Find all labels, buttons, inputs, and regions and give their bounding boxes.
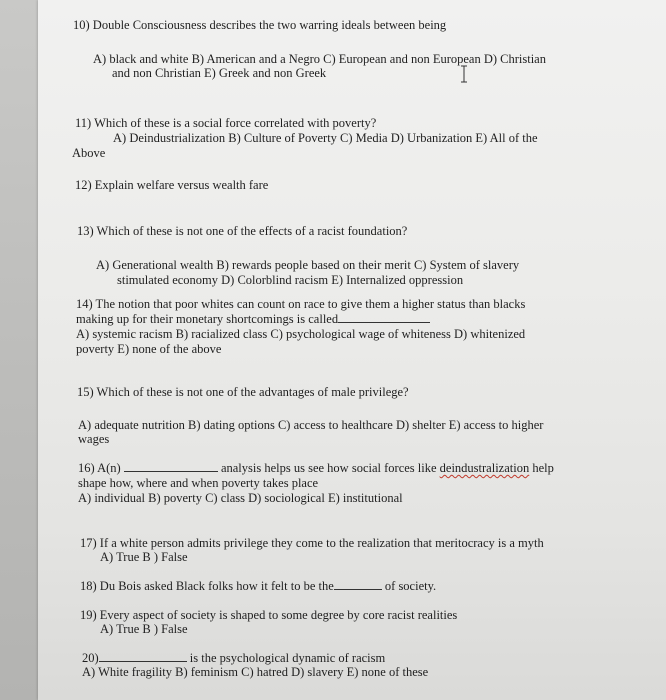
q20-line1 — [82, 651, 385, 666]
q10-options-line2: and non Christian E) Greek and non Greek — [112, 66, 327, 80]
q10-stem: 10) Double Consciousness describes the two warring ideals between being — [73, 18, 447, 32]
q16-spellcheck-word: deindustralization — [439, 461, 530, 475]
q14-line4: poverty E) none of the above — [76, 342, 222, 356]
q17-stem: 17) If a white person admits privilege they come to the realization that meritocracy is a myth — [80, 536, 544, 550]
q18-answer-blank — [334, 579, 382, 590]
q15-stem: 15) Which of these is not one of the advantages of male privilege? — [77, 385, 409, 399]
q10-options-line1: A) black and white B) American and a Negro C) European and non European D) Christian — [93, 52, 546, 66]
q11-stem: 11) Which of these is a social force correlated with poverty? — [75, 116, 377, 130]
text-cursor-icon — [458, 64, 470, 84]
q15-options-line2: wages — [78, 432, 110, 446]
q16-answer-blank — [124, 461, 218, 472]
q19-stem: 19) Every aspect of society is shaped to some degree by core racist realities — [80, 608, 458, 622]
q13-options-line1: A) Generational wealth B) rewards people based on their merit C) System of slavery — [96, 258, 520, 272]
q14-answer-blank — [338, 312, 430, 323]
q14-line2 — [76, 312, 430, 327]
q19-options: A) True B ) False — [100, 622, 188, 636]
q20-options: A) White fragility B) feminism C) hatred D) slavery E) none of these — [82, 665, 429, 679]
q13-options-line2: stimulated economy D) Colorblind racism E) Internalized oppression — [117, 273, 464, 287]
q17-options: A) True B ) False — [100, 550, 188, 564]
q14-line2-text: making up for their monetary shortcomings is called — [76, 312, 339, 326]
q15-options-line1: A) adequate nutrition B) dating options C) access to healthcare D) shelter E) access to higher — [78, 418, 544, 432]
q20-prefix: 20) — [82, 651, 99, 665]
q18-line — [80, 579, 436, 594]
q14-line1: 14) The notion that poor whites can count on race to give them a higher status than blacks — [76, 297, 526, 311]
q13-stem: 13) Which of these is not one of the effects of a racist foundation? — [77, 224, 408, 238]
q20-suffix: is the psychological dynamic of racism — [189, 651, 386, 665]
q20-answer-blank — [99, 651, 187, 662]
q16-end: help — [532, 461, 554, 475]
q16-line3: A) individual B) poverty C) class D) sociological E) institutional — [78, 491, 403, 505]
q16-middle: analysis helps us see how social forces like — [220, 461, 437, 475]
q11-options-line2: Above — [72, 146, 106, 160]
q16-prefix: 16) A(n) — [78, 461, 121, 475]
q12-stem: 12) Explain welfare versus wealth fare — [75, 178, 269, 192]
q18-prefix: 18) Du Bois asked Black folks how it felt to be the — [80, 579, 334, 593]
q16-line1 — [78, 461, 554, 476]
q18-suffix: of society. — [384, 579, 437, 593]
q16-line2: shape how, where and when poverty takes place — [78, 476, 319, 490]
q14-line3: A) systemic racism B) racialized class C) psychological wage of whiteness D) whitenized — [76, 327, 526, 341]
q11-options-line1: A) Deindustrialization B) Culture of Poverty C) Media D) Urbanization E) All of the — [113, 131, 538, 145]
